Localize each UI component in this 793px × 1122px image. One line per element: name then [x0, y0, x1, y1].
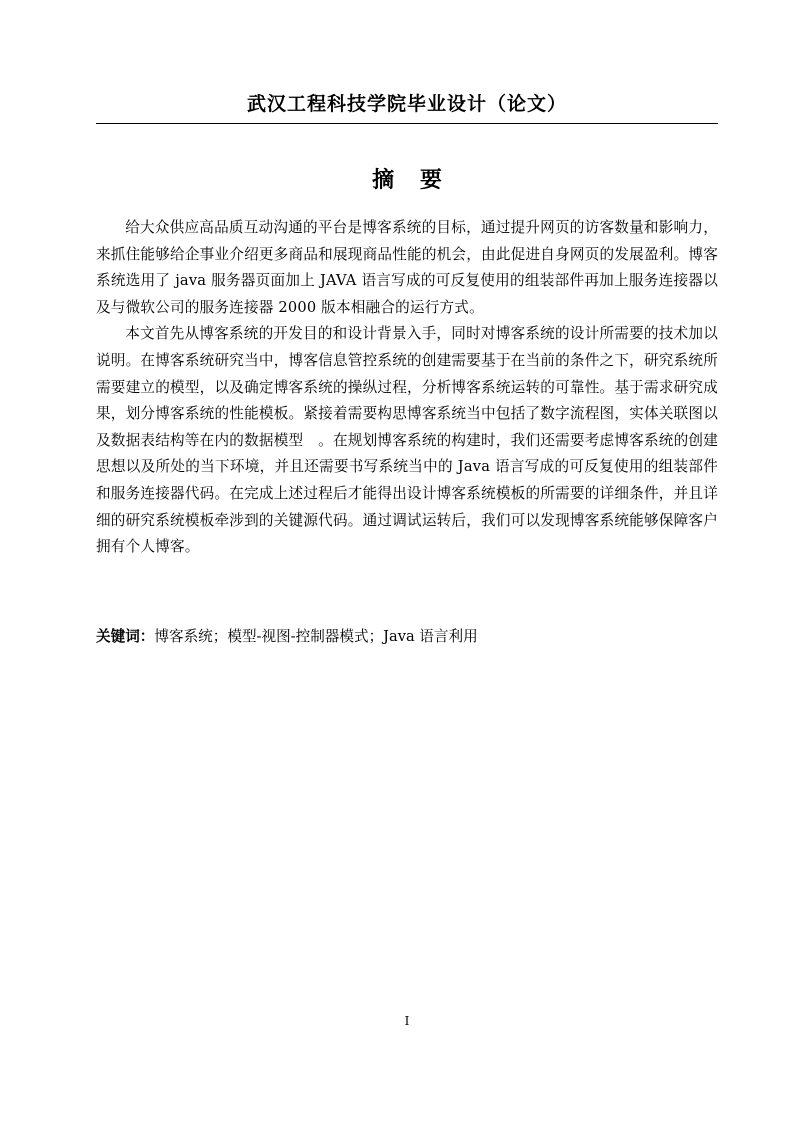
- keywords-line: [96, 625, 718, 649]
- abstract-title: 摘 要: [372, 168, 442, 193]
- keywords-label: 关键词：: [96, 628, 155, 645]
- page-number: I: [404, 1014, 410, 1028]
- abstract-paragraph-1: 给大众供应高品质互动沟通的平台是博客系统的目标，通过提升网页的访客数量和影响力，来抓住能够给企事业介绍更多商品和展现商品性能的机会，由此促进自身网页的发展盈利。博客系统选用了 java 服务器页面加上 JAVA 语言写成的可反复使用的组装部件再加上服务连接器以及与微软公司的服务连接器 2000 版本相融合的运行方式。: [96, 219, 718, 316]
- abstract-body: [96, 215, 718, 561]
- keywords-value: 博客系统；模型-视图-控制器模式；Java 语言利用: [154, 628, 478, 645]
- abstract-paragraph-2: 本文首先从博客系统的开发目的和设计背景入手，同时对博客系统的设计所需要的技术加以说明。在博客系统研究当中，博客信息管控系统的创建需要基于在当前的条件之下，研究系统所需要建立的模型，以及确定博客系统的操纵过程，分析博客系统运转的可靠性。基于需求研究成果，划分博客系统的性能模板。紧接着需要构思博客系统当中包括了数字流程图，实体关联图以及数据表结构等在内的数据模型 。在规划博客系统的构建时，我们还需要考虑博客系统的创建思想以及所处的当下环境，并且还需要书写系统当中的 Java 语言写成的可反复使用的组装部件和服务连接器代码。在完成上述过程后才能得出设计博客系统模板的所需要的详细条件，并且详细的研究系统模板牵涉到的关键源代码。通过调试运转后，我们可以发现博客系统能够保障客户拥有个人博客。: [96, 325, 718, 556]
- page-header-title: 武汉工程科技学院毕业设计（论文）: [246, 93, 567, 115]
- header-divider: [96, 123, 718, 124]
